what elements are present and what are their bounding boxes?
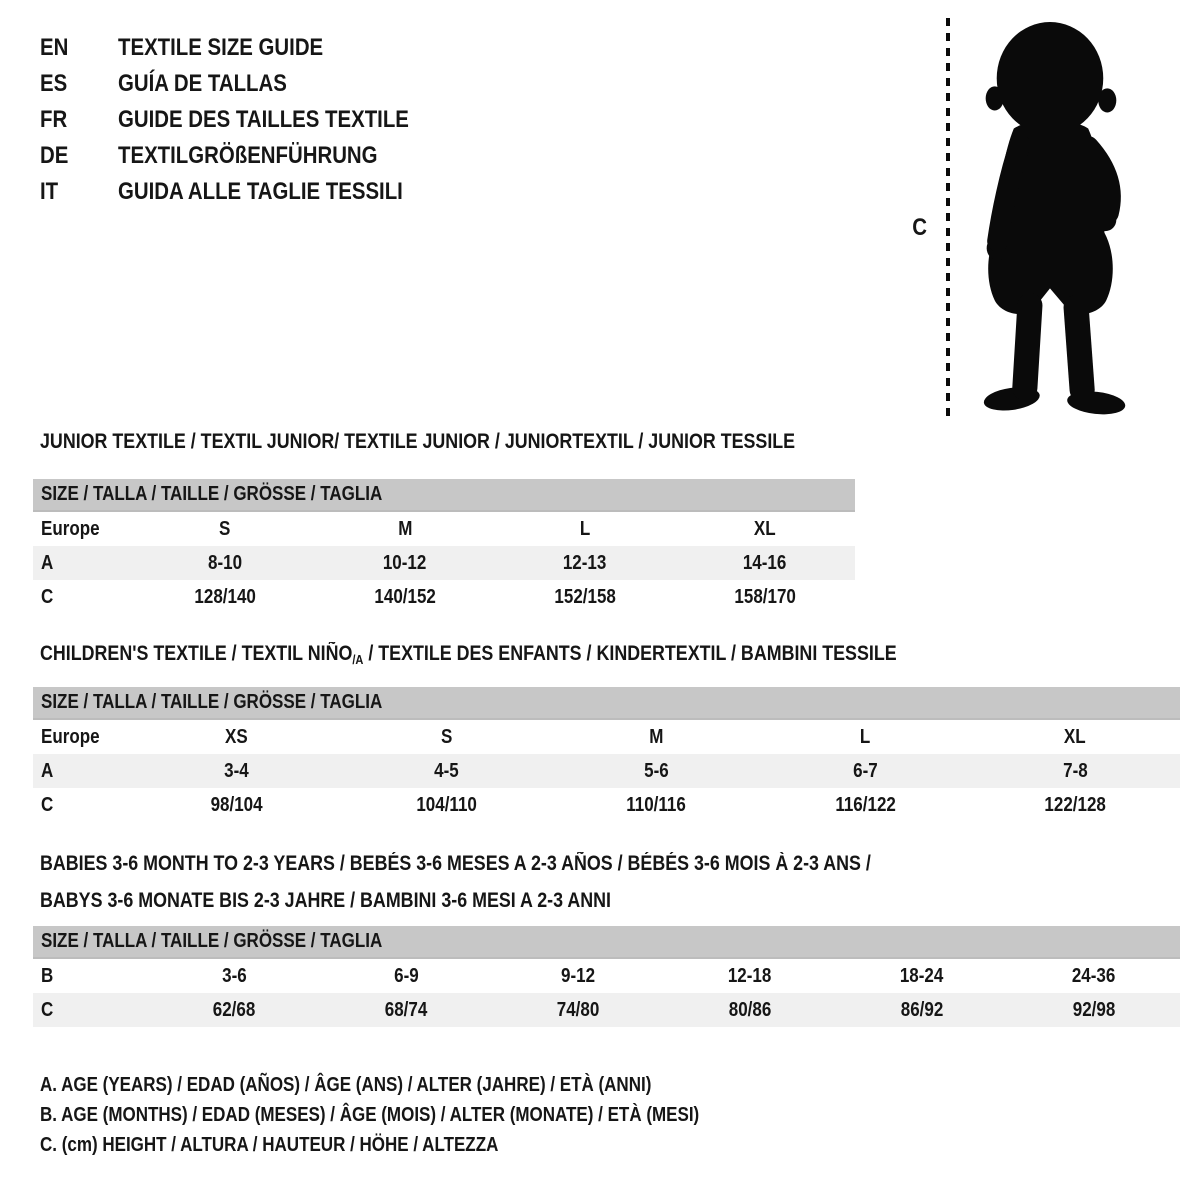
age-cell: 24-36 — [1072, 964, 1116, 987]
height-cell: 98/104 — [210, 793, 263, 816]
language-code: IT — [40, 178, 59, 205]
footnote-a-age-years: A. AGE (YEARS) / EDAD (AÑOS) / ÂGE (ANS) / ALTER (JAHRE) / ETÀ (ANNI) — [40, 1074, 652, 1096]
table-row-europe — [33, 719, 1180, 754]
footnote-c-height: C. (cm) HEIGHT / ALTURA / HAUTEUR / HÖHE / ALTEZZA — [40, 1134, 499, 1156]
height-cell: 152/158 — [554, 585, 616, 608]
row-label: Europe — [41, 725, 100, 748]
height-cell: 68/74 — [384, 998, 428, 1021]
language-title: GUIDA ALLE TAGLIE TESSILI — [118, 178, 403, 205]
size-cell: XS — [225, 725, 249, 748]
language-row-de — [40, 138, 460, 174]
age-cell: 3-6 — [221, 964, 247, 987]
table-row-age — [33, 754, 1180, 788]
language-row-es — [40, 66, 460, 102]
table-row-height — [33, 993, 1180, 1027]
size-cell: S — [219, 517, 231, 540]
language-code: EN — [40, 34, 69, 61]
age-cell: 4-5 — [434, 759, 459, 782]
table-row-europe — [33, 511, 855, 546]
size-header-bar: SIZE / TALLA / TAILLE / GRÖSSE / TAGLIA — [33, 926, 1180, 958]
row-label: A — [41, 759, 54, 782]
language-code: FR — [40, 106, 68, 133]
size-cell: L — [860, 725, 871, 748]
row-label: C — [41, 998, 54, 1021]
footnote-b-age-months: B. AGE (MONTHS) / EDAD (MESES) / ÂGE (MOIS) / ALTER (MONATE) / ETÀ (MESI) — [40, 1104, 700, 1126]
babies-section-title: BABIES 3-6 MONTH TO 2-3 YEARS / BEBÉS 3-6 MESES A 2-3 AÑOS / BÉBÉS 3-6 MOIS À 2-3 ANS / BABYS 3-6 MONATE BIS 2-3 JAHRE / BAMBINI 3-6 MESI A 2-3 ANNI — [40, 852, 871, 912]
height-cell: 92/98 — [1072, 998, 1116, 1021]
size-cell: S — [440, 725, 453, 748]
height-cell: 122/128 — [1044, 793, 1106, 816]
size-header-bar: SIZE / TALLA / TAILLE / GRÖSSE / TAGLIA — [33, 687, 1180, 719]
children-size-table — [33, 687, 1180, 822]
age-cell: 12-18 — [728, 964, 772, 987]
table-row-age — [33, 546, 855, 580]
size-cell: M — [397, 517, 413, 540]
height-cell: 128/140 — [194, 585, 256, 608]
language-row-it — [40, 174, 460, 210]
age-cell: 3-4 — [224, 759, 250, 782]
height-cell: 116/122 — [835, 793, 896, 816]
language-row-en — [40, 30, 460, 66]
age-cell: 12-13 — [563, 551, 607, 574]
age-cell: 14-16 — [743, 551, 787, 574]
row-label: C — [41, 585, 54, 608]
junior-size-table — [33, 479, 855, 614]
height-cell: 74/80 — [556, 998, 600, 1021]
measure-label-c: C — [912, 214, 928, 241]
height-cell: 62/68 — [212, 998, 256, 1021]
footnotes — [40, 1070, 816, 1160]
language-code: DE — [40, 142, 69, 169]
size-header-bar: SIZE / TALLA / TAILLE / GRÖSSE / TAGLIA — [33, 479, 855, 511]
height-cell: 140/152 — [374, 585, 436, 608]
language-title: TEXTILGRÖßENFÜHRUNG — [118, 142, 378, 169]
size-cell: L — [579, 517, 591, 540]
height-cell: 80/86 — [728, 998, 772, 1021]
dashed-height-line — [945, 18, 951, 418]
table-row-height — [33, 580, 855, 614]
language-row-fr — [40, 102, 460, 138]
toddler-silhouette-icon — [967, 16, 1139, 418]
size-cell: M — [648, 725, 664, 748]
language-code: ES — [40, 70, 68, 97]
age-cell: 10-12 — [383, 551, 427, 574]
height-cell: 104/110 — [416, 793, 477, 816]
language-title: GUIDE DES TAILLES TEXTILE — [118, 106, 409, 133]
size-cell: XL — [1064, 725, 1087, 748]
age-cell: 9-12 — [560, 964, 596, 987]
height-cell: 86/92 — [900, 998, 944, 1021]
row-label: B — [41, 964, 54, 987]
age-cell: 18-24 — [900, 964, 944, 987]
age-cell: 5-6 — [643, 759, 669, 782]
age-cell: 7-8 — [1062, 759, 1088, 782]
nino-a-subscript: /A — [352, 652, 364, 667]
age-cell: 6-7 — [853, 759, 878, 782]
age-cell: 6-9 — [393, 964, 419, 987]
size-cell: XL — [754, 517, 776, 540]
table-row-height — [33, 788, 1180, 822]
row-label: A — [41, 551, 54, 574]
table-row-age-months — [33, 958, 1180, 993]
age-cell: 8-10 — [207, 551, 243, 574]
row-label: C — [41, 793, 54, 816]
junior-section-title: JUNIOR TEXTILE / TEXTIL JUNIOR/ TEXTILE JUNIOR / JUNIORTEXTIL / JUNIOR TESSILE — [40, 430, 796, 453]
row-label: Europe — [41, 517, 100, 540]
height-cell: 110/116 — [626, 793, 686, 816]
language-title: TEXTILE SIZE GUIDE — [118, 34, 324, 61]
language-title: GUÍA DE TALLAS — [118, 70, 287, 97]
height-measure-figure — [905, 12, 1155, 424]
language-list — [40, 30, 460, 210]
babies-size-table — [33, 926, 1180, 1027]
height-cell: 158/170 — [734, 585, 796, 608]
children-section-title: CHILDREN'S TEXTILE / TEXTIL $NIÑO_{/A}$ / TEXTILE DES ENFANTS / KINDERTEXTIL / BAMBINI TESSILE — [40, 642, 897, 667]
